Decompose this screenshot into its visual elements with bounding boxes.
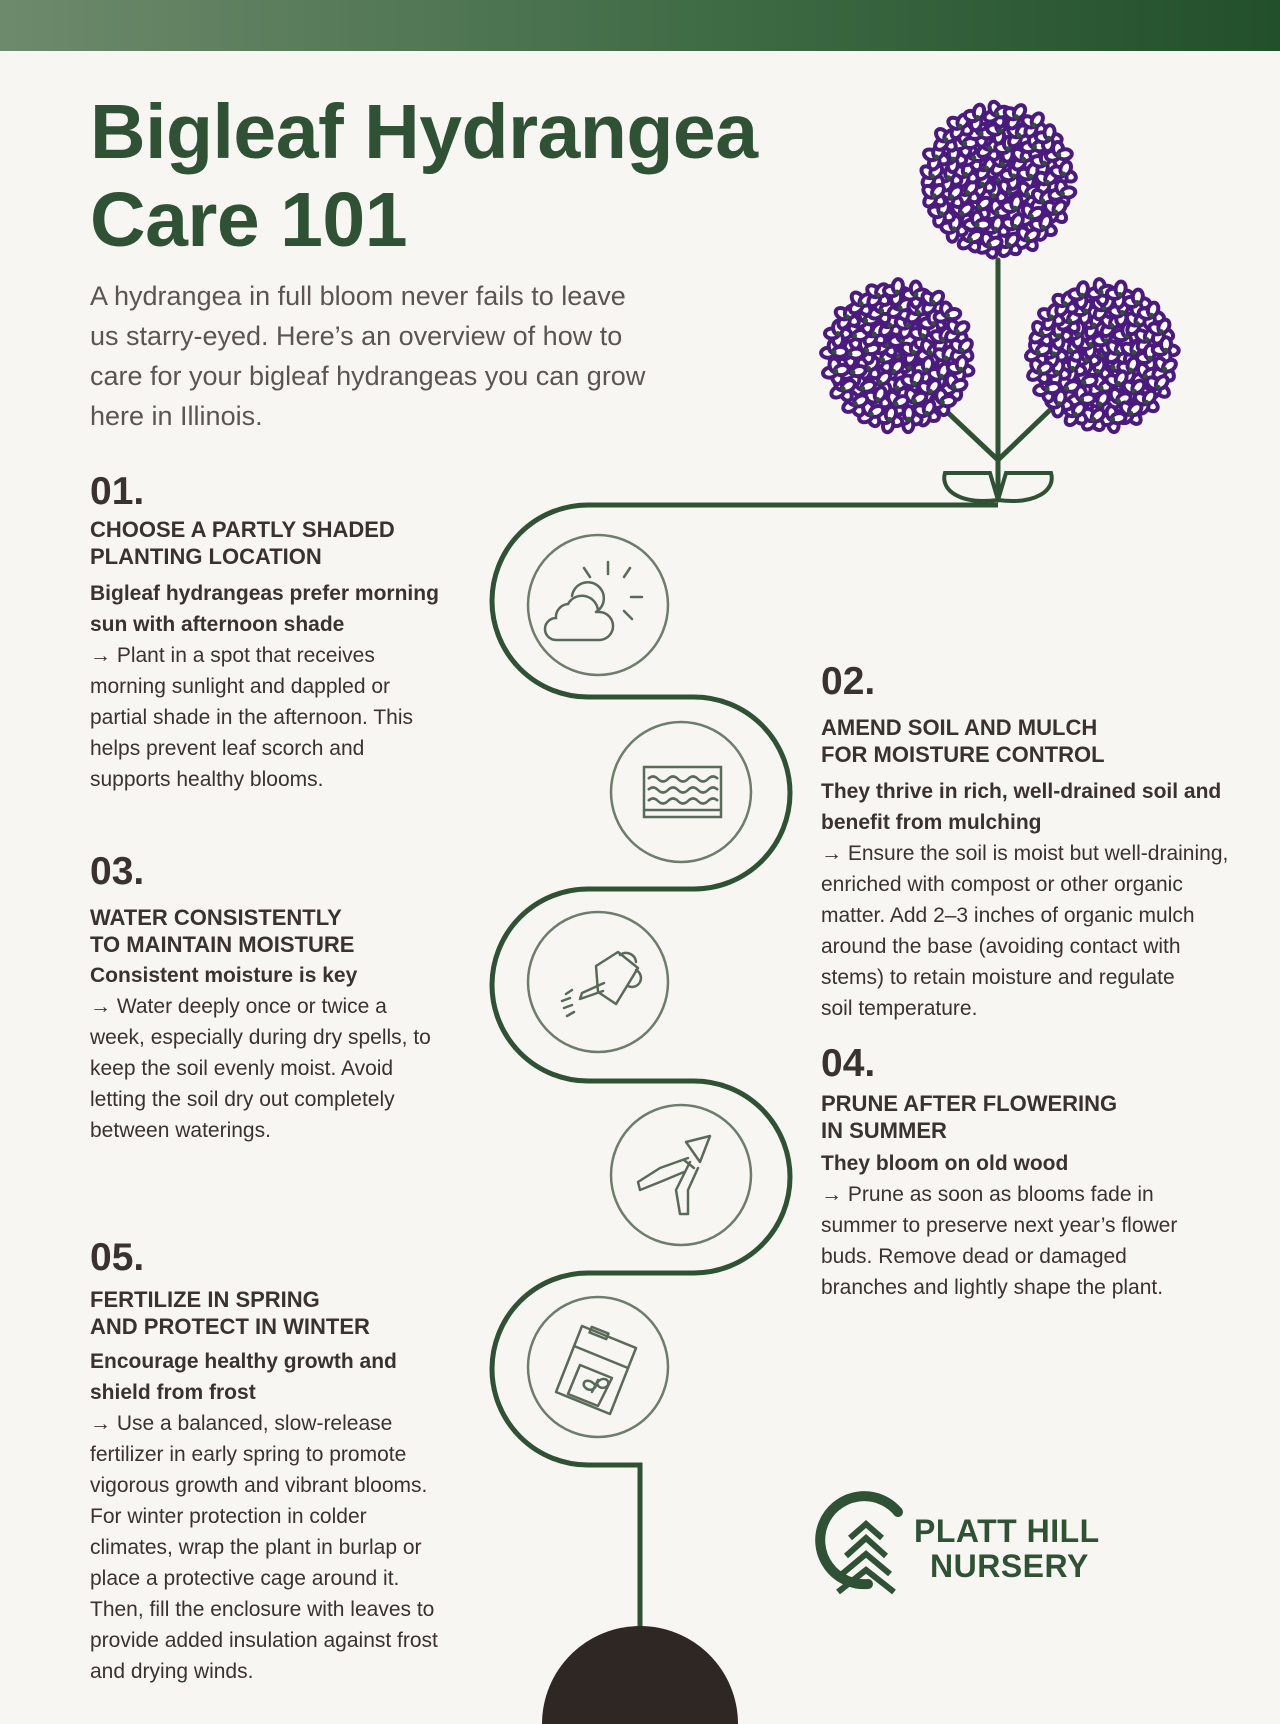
step-body <box>90 991 530 1146</box>
body-line: around the base (avoiding contact with <box>821 935 1181 958</box>
body-line: → Plant in a spot that receives <box>90 644 375 667</box>
subheading-line: Encourage healthy growth and <box>90 1350 397 1373</box>
step-icon-circles <box>528 535 751 1437</box>
body-line: matter. Add 2–3 inches of organic mulch <box>821 904 1195 927</box>
body-line: → Water deeply once or twice a <box>90 995 387 1018</box>
logo-line: PLATT HILL <box>914 1513 1100 1549</box>
body-line: → Prune as soon as blooms fade in <box>821 1183 1154 1206</box>
step-01 <box>90 470 510 795</box>
step-03 <box>90 850 530 1146</box>
step-heading <box>821 714 1261 768</box>
subheading-line: Bigleaf hydrangeas prefer morning <box>90 582 439 605</box>
heading-line: FERTILIZE IN SPRING <box>90 1287 320 1312</box>
body-line: soil temperature. <box>821 997 978 1020</box>
floret <box>921 183 947 209</box>
subheading-line: benefit from mulching <box>821 811 1042 834</box>
leaf-icon <box>998 473 1052 501</box>
floret <box>1026 358 1053 385</box>
step-subheading <box>821 1148 1261 1179</box>
intro-line: us starry-eyed. Here’s an overview of how to <box>90 321 623 351</box>
intro-line: here in Illinois. <box>90 401 263 431</box>
step-number: 02. <box>821 660 876 703</box>
step-subheading <box>90 578 510 640</box>
body-line: Then, fill the enclosure with leaves to <box>90 1598 435 1621</box>
step-05 <box>90 1236 530 1687</box>
step-heading <box>90 904 530 958</box>
step-subheading <box>90 960 530 991</box>
title-line: Care 101 <box>90 177 408 263</box>
body-line: supports healthy blooms. <box>90 768 324 791</box>
body-line: keep the soil evenly moist. Avoid <box>90 1057 394 1080</box>
body-line: week, especially during dry spells, to <box>90 1026 431 1049</box>
step-number: 03. <box>90 850 145 893</box>
body-line: provide added insulation against frost <box>90 1629 438 1652</box>
step-04 <box>821 1042 1261 1303</box>
body-line: and drying winds. <box>90 1660 254 1683</box>
intro-line: A hydrangea in full bloom never fails to leave <box>90 281 626 311</box>
body-line: → Ensure the soil is moist but well-draining, <box>821 842 1229 865</box>
ground-mound <box>542 1626 738 1724</box>
heading-line: PLANTING LOCATION <box>90 544 322 569</box>
body-line: between waterings. <box>90 1119 271 1142</box>
body-line: buds. Remove dead or damaged <box>821 1245 1127 1268</box>
subheading-line: They bloom on old wood <box>821 1152 1069 1175</box>
body-line: summer to preserve next year’s flower <box>821 1214 1178 1237</box>
step-subheading <box>90 1346 530 1408</box>
step-body <box>821 838 1261 1024</box>
nursery-logo[interactable] <box>914 1514 1100 1584</box>
subheading-line: sun with afternoon shade <box>90 613 345 636</box>
body-line: morning sunlight and dappled or <box>90 675 391 698</box>
subheading-line: shield from frost <box>90 1381 256 1404</box>
body-line: letting the soil dry out completely <box>90 1088 395 1111</box>
body-line: For winter protection in colder <box>90 1505 367 1528</box>
heading-line: IN SUMMER <box>821 1118 947 1143</box>
flower-group <box>821 100 1179 501</box>
heading-line: PRUNE AFTER FLOWERING <box>821 1091 1118 1116</box>
heading-line: CHOOSE A PARTLY SHADED <box>90 517 395 542</box>
subheading-line: They thrive in rich, well-drained soil and <box>821 780 1222 803</box>
step-number: 01. <box>90 470 145 513</box>
body-line: enriched with compost or other organic <box>821 873 1183 896</box>
body-line: fertilizer in early spring to promote <box>90 1443 407 1466</box>
heading-line: WATER CONSISTENTLY <box>90 905 342 930</box>
step-number: 05. <box>90 1236 145 1279</box>
step-body <box>90 640 510 795</box>
heading-line: FOR MOISTURE CONTROL <box>821 742 1105 767</box>
body-line: helps prevent leaf scorch and <box>90 737 365 760</box>
logo-line: NURSERY <box>930 1548 1089 1584</box>
body-line: vigorous growth and vibrant blooms. <box>90 1474 428 1497</box>
leaf-icon <box>944 473 998 501</box>
body-line: branches and lightly shape the plant. <box>821 1276 1164 1299</box>
step-heading <box>90 516 510 570</box>
step-body <box>821 1179 1261 1303</box>
step-heading <box>90 1286 530 1340</box>
step-heading <box>821 1090 1261 1144</box>
intro-line: care for your bigleaf hydrangeas you can grow <box>90 361 646 391</box>
step-body <box>90 1408 530 1687</box>
heading-line: TO MAINTAIN MOISTURE <box>90 932 355 957</box>
body-line: place a protective cage around it. <box>90 1567 400 1590</box>
title-line: Bigleaf Hydrangea <box>90 89 758 175</box>
body-line: → Use a balanced, slow-release <box>90 1412 393 1435</box>
heading-line: AND PROTECT IN WINTER <box>90 1314 370 1339</box>
step-02 <box>821 660 1261 1024</box>
body-line: climates, wrap the plant in burlap or <box>90 1536 422 1559</box>
step-subheading <box>821 776 1261 838</box>
subheading-line: Consistent moisture is key <box>90 964 358 987</box>
heading-line: AMEND SOIL AND MULCH <box>821 715 1098 740</box>
body-line: stems) to retain moisture and regulate <box>821 966 1175 989</box>
step-number: 04. <box>821 1042 876 1085</box>
body-line: partial shade in the afternoon. This <box>90 706 413 729</box>
